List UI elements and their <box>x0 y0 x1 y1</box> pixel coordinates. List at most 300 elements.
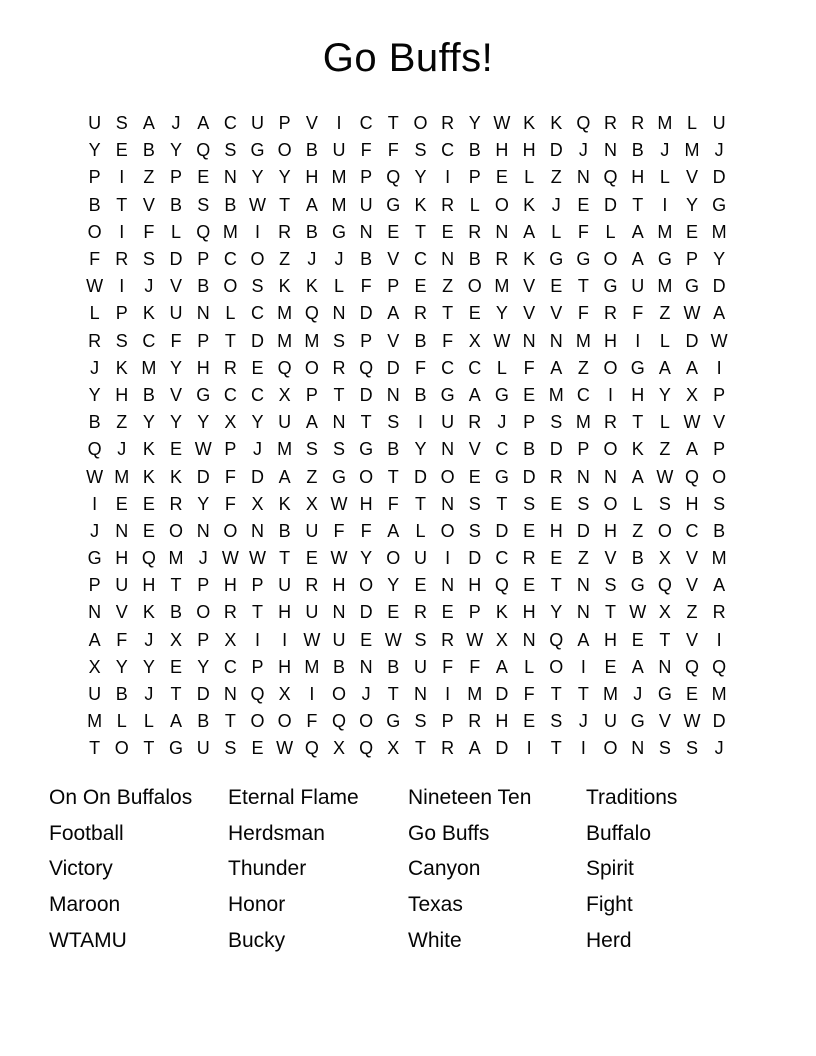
grid-letter: L <box>524 656 535 677</box>
grid-letter: T <box>632 194 644 215</box>
grid-letter: B <box>224 194 237 215</box>
grid-letter: N <box>658 656 672 677</box>
grid-letter: W <box>493 113 511 134</box>
grid-letter: K <box>142 439 155 460</box>
grid-letter: P <box>197 249 210 270</box>
grid-letter: R <box>468 711 482 732</box>
grid-letter: G <box>494 466 509 487</box>
grid-letter: S <box>224 140 237 161</box>
grid-letter: I <box>309 684 315 705</box>
grid-letter: F <box>577 221 589 242</box>
grid-letter: R <box>413 602 427 623</box>
grid-letter: N <box>441 439 455 460</box>
grid-letter: L <box>659 167 670 188</box>
grid-letter: R <box>305 575 319 596</box>
grid-letter: P <box>523 412 536 433</box>
grid-letter: Y <box>360 548 373 569</box>
grid-letter: Q <box>196 221 211 242</box>
grid-letter: Y <box>251 167 264 188</box>
grid-letter: U <box>413 548 427 569</box>
grid-letter: Y <box>414 439 427 460</box>
word-list-column <box>586 780 677 959</box>
grid-letter: D <box>495 738 509 759</box>
grid-letter: B <box>332 656 345 677</box>
grid-letter: O <box>277 140 292 161</box>
grid-letter: J <box>714 738 724 759</box>
grid-letter: W <box>683 412 701 433</box>
grid-letter: O <box>359 575 374 596</box>
grid-letter: P <box>88 167 101 188</box>
grid-letter: T <box>252 602 264 623</box>
grid-letter: O <box>196 602 211 623</box>
grid-letter: F <box>333 520 345 541</box>
grid-letter: K <box>278 493 291 514</box>
grid-letter: I <box>92 493 98 514</box>
grid-letter: D <box>495 520 509 541</box>
grid-letter: H <box>631 167 645 188</box>
grid-letter: Z <box>577 357 589 378</box>
grid-letter: E <box>631 629 644 650</box>
grid-letter: S <box>550 711 563 732</box>
grid-letter: A <box>142 113 155 134</box>
grid-letter: C <box>441 140 455 161</box>
grid-letter: P <box>115 303 128 324</box>
grid-letter: K <box>523 194 536 215</box>
grid-letter: D <box>576 520 590 541</box>
grid-letter: E <box>170 439 183 460</box>
word-list-item: On On Buffalos <box>49 786 193 809</box>
grid-letter: Z <box>577 548 589 569</box>
grid-letter: D <box>196 684 210 705</box>
grid-letter: H <box>522 602 536 623</box>
grid-letter: W <box>194 439 212 460</box>
grid-letter: L <box>605 221 616 242</box>
grid-letter: X <box>88 656 101 677</box>
grid-letter: V <box>686 548 699 569</box>
grid-letter: T <box>224 711 236 732</box>
grid-letter: E <box>604 656 617 677</box>
grid-letter: Q <box>549 629 564 650</box>
grid-letter: W <box>330 493 348 514</box>
grid-letter: Y <box>550 602 563 623</box>
grid-letter: Y <box>142 656 155 677</box>
grid-letter: I <box>662 194 668 215</box>
grid-letter: I <box>119 276 125 297</box>
grid-letter: F <box>360 276 372 297</box>
grid-letter: F <box>577 303 589 324</box>
grid-letter: H <box>549 520 563 541</box>
grid-letter: P <box>197 629 210 650</box>
grid-letter: N <box>251 520 265 541</box>
grid-letter: B <box>468 249 481 270</box>
word-list-item: Maroon <box>49 893 121 917</box>
grid-letter: Z <box>659 439 671 460</box>
grid-letter: J <box>90 520 100 541</box>
grid-letter: C <box>576 384 590 405</box>
grid-letter: K <box>142 602 155 623</box>
word-list-item: Fight <box>586 893 633 917</box>
grid-letter: G <box>250 140 265 161</box>
grid-letter: J <box>578 140 588 161</box>
grid-letter: Y <box>88 140 101 161</box>
grid-letter: H <box>115 548 129 569</box>
grid-letter: O <box>549 656 564 677</box>
grid-letter: T <box>577 276 589 297</box>
grid-letter: P <box>224 439 237 460</box>
grid-letter: X <box>468 330 481 351</box>
grid-letter: C <box>223 113 237 134</box>
grid-letter: G <box>630 575 645 596</box>
grid-letter: S <box>332 330 345 351</box>
grid-letter: W <box>683 711 701 732</box>
grid-letter: R <box>332 357 346 378</box>
grid-letter: Q <box>359 738 374 759</box>
grid-letter: F <box>414 357 426 378</box>
grid-letter: S <box>414 140 427 161</box>
grid-letter: M <box>711 684 727 705</box>
grid-letter: O <box>87 221 102 242</box>
grid-letter: U <box>305 602 319 623</box>
grid-letter: H <box>278 602 292 623</box>
grid-letter: P <box>468 602 481 623</box>
grid-letter: W <box>629 602 647 623</box>
grid-letter: C <box>223 249 237 270</box>
grid-letter: E <box>577 194 590 215</box>
grid-letter: M <box>657 276 673 297</box>
grid-letter: G <box>331 466 346 487</box>
grid-letter: R <box>549 466 563 487</box>
grid-letter: S <box>550 412 563 433</box>
grid-letter: M <box>711 548 727 569</box>
grid-letter: H <box>196 357 210 378</box>
grid-letter: P <box>360 330 373 351</box>
grid-letter: M <box>575 330 591 351</box>
grid-letter: F <box>632 303 644 324</box>
grid-letter: O <box>440 466 455 487</box>
grid-letter: W <box>330 548 348 569</box>
grid-letter: B <box>170 194 183 215</box>
grid-letter: U <box>278 575 292 596</box>
grid-letter: A <box>88 629 101 650</box>
grid-letter: F <box>360 520 372 541</box>
grid-letter: B <box>142 384 155 405</box>
grid-letter: N <box>495 221 509 242</box>
grid-letter: B <box>115 684 128 705</box>
grid-letter: I <box>119 221 125 242</box>
word-list-item: Bucky <box>228 928 286 952</box>
grid-letter: U <box>413 656 427 677</box>
grid-letter: N <box>332 412 346 433</box>
word-list-item: Canyon <box>408 857 481 881</box>
grid-letter: P <box>686 249 699 270</box>
grid-letter: O <box>440 520 455 541</box>
grid-letter: J <box>90 357 100 378</box>
grid-letter: N <box>223 684 237 705</box>
grid-letter: Q <box>386 167 401 188</box>
grid-letter: I <box>716 629 722 650</box>
grid-letter: W <box>276 738 294 759</box>
word-list-item: Spirit <box>586 857 634 881</box>
grid-letter: R <box>712 602 726 623</box>
word-list-item: Herd <box>586 928 632 952</box>
grid-letter: K <box>142 303 155 324</box>
grid-letter: H <box>685 493 699 514</box>
grid-letter: F <box>387 140 399 161</box>
grid-letter: Y <box>658 384 671 405</box>
grid-letter: A <box>686 357 699 378</box>
grid-letter: R <box>441 629 455 650</box>
grid-letter: T <box>333 384 345 405</box>
grid-letter: R <box>468 221 482 242</box>
grid-letter: D <box>386 357 400 378</box>
grid-letter: L <box>225 303 236 324</box>
grid-letter: M <box>222 221 238 242</box>
grid-letter: A <box>170 711 183 732</box>
word-list-item: Buffalo <box>586 821 651 845</box>
grid-letter: J <box>144 684 154 705</box>
grid-letter: L <box>89 303 100 324</box>
grid-letter: T <box>89 738 101 759</box>
grid-letter: G <box>657 684 672 705</box>
grid-letter: G <box>603 276 618 297</box>
grid-letter: S <box>115 113 128 134</box>
grid-letter: L <box>551 221 562 242</box>
grid-letter: A <box>278 466 291 487</box>
grid-letter: U <box>305 520 319 541</box>
grid-letter: Y <box>686 194 699 215</box>
grid-letter: R <box>223 357 237 378</box>
grid-letter: E <box>441 602 454 623</box>
grid-letter: R <box>223 602 237 623</box>
grid-letter: F <box>523 357 535 378</box>
grid-letter: H <box>495 140 509 161</box>
grid-letter: N <box>359 656 373 677</box>
grid-letter: S <box>414 711 427 732</box>
grid-letter: T <box>632 412 644 433</box>
grid-letter: A <box>387 303 400 324</box>
grid-letter: L <box>415 520 426 541</box>
word-list-item: Victory <box>49 857 113 881</box>
grid-letter: E <box>550 493 563 514</box>
grid-letter: B <box>305 140 318 161</box>
grid-letter: Q <box>196 140 211 161</box>
grid-letter: F <box>224 493 236 514</box>
grid-letter: T <box>414 493 426 514</box>
grid-letter: M <box>277 330 293 351</box>
grid-letter: E <box>387 221 400 242</box>
grid-letter: C <box>251 303 265 324</box>
grid-letter: T <box>577 684 589 705</box>
grid-letter: Q <box>657 575 672 596</box>
grid-letter: G <box>386 194 401 215</box>
grid-letter: L <box>116 711 127 732</box>
grid-letter: R <box>468 412 482 433</box>
grid-letter: Y <box>387 575 400 596</box>
grid-letter: L <box>632 493 643 514</box>
grid-letter: D <box>604 194 618 215</box>
grid-letter: S <box>305 439 318 460</box>
grid-letter: N <box>115 520 129 541</box>
grid-letter: R <box>88 330 102 351</box>
grid-letter: H <box>631 384 645 405</box>
grid-letter: W <box>86 276 104 297</box>
grid-letter: R <box>441 194 455 215</box>
grid-letter: K <box>550 113 563 134</box>
grid-letter: N <box>576 602 590 623</box>
grid-letter: X <box>305 493 318 514</box>
grid-letter: W <box>466 629 484 650</box>
grid-letter: Q <box>685 466 700 487</box>
grid-letter: A <box>305 412 318 433</box>
grid-letter: M <box>304 330 320 351</box>
grid-letter: Y <box>88 384 101 405</box>
grid-letter: T <box>279 548 291 569</box>
grid-letter: T <box>279 194 291 215</box>
grid-letter: L <box>496 357 507 378</box>
grid-letter: M <box>331 167 347 188</box>
grid-letter: N <box>604 140 618 161</box>
grid-letter: Z <box>686 602 698 623</box>
grid-letter: V <box>658 711 671 732</box>
grid-letter: K <box>142 466 155 487</box>
grid-letter: Y <box>495 303 508 324</box>
grid-letter: R <box>604 412 618 433</box>
grid-letter: T <box>414 738 426 759</box>
grid-letter: X <box>495 629 508 650</box>
grid-letter: Q <box>603 167 618 188</box>
grid-letter: E <box>686 221 699 242</box>
grid-letter: Z <box>306 466 318 487</box>
grid-letter: R <box>413 303 427 324</box>
grid-letter: S <box>577 493 590 514</box>
grid-letter: M <box>114 466 130 487</box>
grid-letter: X <box>278 684 291 705</box>
grid-letter: G <box>87 548 102 569</box>
grid-letter: W <box>710 330 728 351</box>
grid-letter: R <box>604 113 618 134</box>
grid-letter: B <box>414 330 427 351</box>
grid-letter: B <box>360 249 373 270</box>
grid-letter: Y <box>713 249 726 270</box>
grid-letter: M <box>467 684 483 705</box>
grid-letter: C <box>685 520 699 541</box>
grid-letter: M <box>494 276 510 297</box>
grid-letter: S <box>332 439 345 460</box>
grid-letter: P <box>88 575 101 596</box>
grid-letter: P <box>713 384 726 405</box>
grid-letter: O <box>657 520 672 541</box>
grid-letter: Q <box>87 439 102 460</box>
grid-letter: L <box>143 711 154 732</box>
grid-letter: N <box>441 575 455 596</box>
grid-letter: X <box>658 548 671 569</box>
grid-letter: L <box>659 330 670 351</box>
grid-letter: K <box>278 276 291 297</box>
grid-letter: O <box>603 493 618 514</box>
word-list-column <box>408 780 586 959</box>
grid-letter: T <box>387 466 399 487</box>
grid-letter: H <box>332 575 346 596</box>
grid-letter: O <box>359 711 374 732</box>
grid-letter: U <box>196 738 210 759</box>
grid-letter: N <box>576 575 590 596</box>
grid-letter: H <box>604 520 618 541</box>
grid-letter: U <box>88 684 102 705</box>
grid-letter: T <box>387 113 399 134</box>
grid-letter: H <box>359 493 373 514</box>
grid-letter: W <box>249 194 267 215</box>
grid-letter: U <box>359 194 373 215</box>
grid-letter: D <box>251 330 265 351</box>
grid-letter: V <box>604 548 617 569</box>
grid-letter: K <box>170 466 183 487</box>
grid-letter: X <box>278 384 291 405</box>
grid-letter: S <box>523 493 536 514</box>
grid-letter: W <box>384 629 402 650</box>
grid-letter: W <box>683 303 701 324</box>
wordsearch-grid <box>81 110 733 763</box>
grid-letter: Z <box>143 167 155 188</box>
grid-letter: T <box>414 221 426 242</box>
grid-letter: O <box>250 249 265 270</box>
grid-letter: N <box>386 384 400 405</box>
grid-letter: X <box>686 384 699 405</box>
grid-letter: K <box>115 357 128 378</box>
word-list-item: Texas <box>408 893 463 917</box>
grid-letter: U <box>251 113 265 134</box>
grid-letter: I <box>282 629 288 650</box>
grid-letter: G <box>630 357 645 378</box>
grid-letter: A <box>713 575 726 596</box>
grid-letter: X <box>170 629 183 650</box>
grid-letter: J <box>551 194 561 215</box>
grid-letter: E <box>142 520 155 541</box>
grid-letter: J <box>361 684 371 705</box>
grid-letter: J <box>171 113 181 134</box>
grid-letter: N <box>604 466 618 487</box>
grid-letter: C <box>223 384 237 405</box>
grid-letter: L <box>687 113 698 134</box>
grid-letter: E <box>115 140 128 161</box>
grid-letter: M <box>141 357 157 378</box>
grid-letter: E <box>523 384 536 405</box>
grid-letter: C <box>223 656 237 677</box>
grid-letter: B <box>170 602 183 623</box>
grid-letter: D <box>468 548 482 569</box>
grid-letter: I <box>580 738 586 759</box>
grid-letter: Q <box>359 357 374 378</box>
grid-letter: C <box>441 357 455 378</box>
grid-letter: G <box>549 249 564 270</box>
grid-letter: S <box>224 738 237 759</box>
grid-letter: G <box>169 738 184 759</box>
grid-letter: Y <box>251 412 264 433</box>
word-list-column <box>49 780 228 959</box>
word-list-item: Thunder <box>228 857 307 881</box>
grid-letter: A <box>631 656 644 677</box>
grid-letter: P <box>170 167 183 188</box>
grid-letter: O <box>277 711 292 732</box>
grid-letter: R <box>441 113 455 134</box>
grid-letter: G <box>494 384 509 405</box>
grid-letter: O <box>114 738 129 759</box>
grid-letter: I <box>445 684 451 705</box>
grid-letter: P <box>251 575 264 596</box>
grid-letter: G <box>657 249 672 270</box>
grid-letter: B <box>387 439 400 460</box>
grid-letter: Q <box>250 684 265 705</box>
grid-letter: R <box>278 221 292 242</box>
